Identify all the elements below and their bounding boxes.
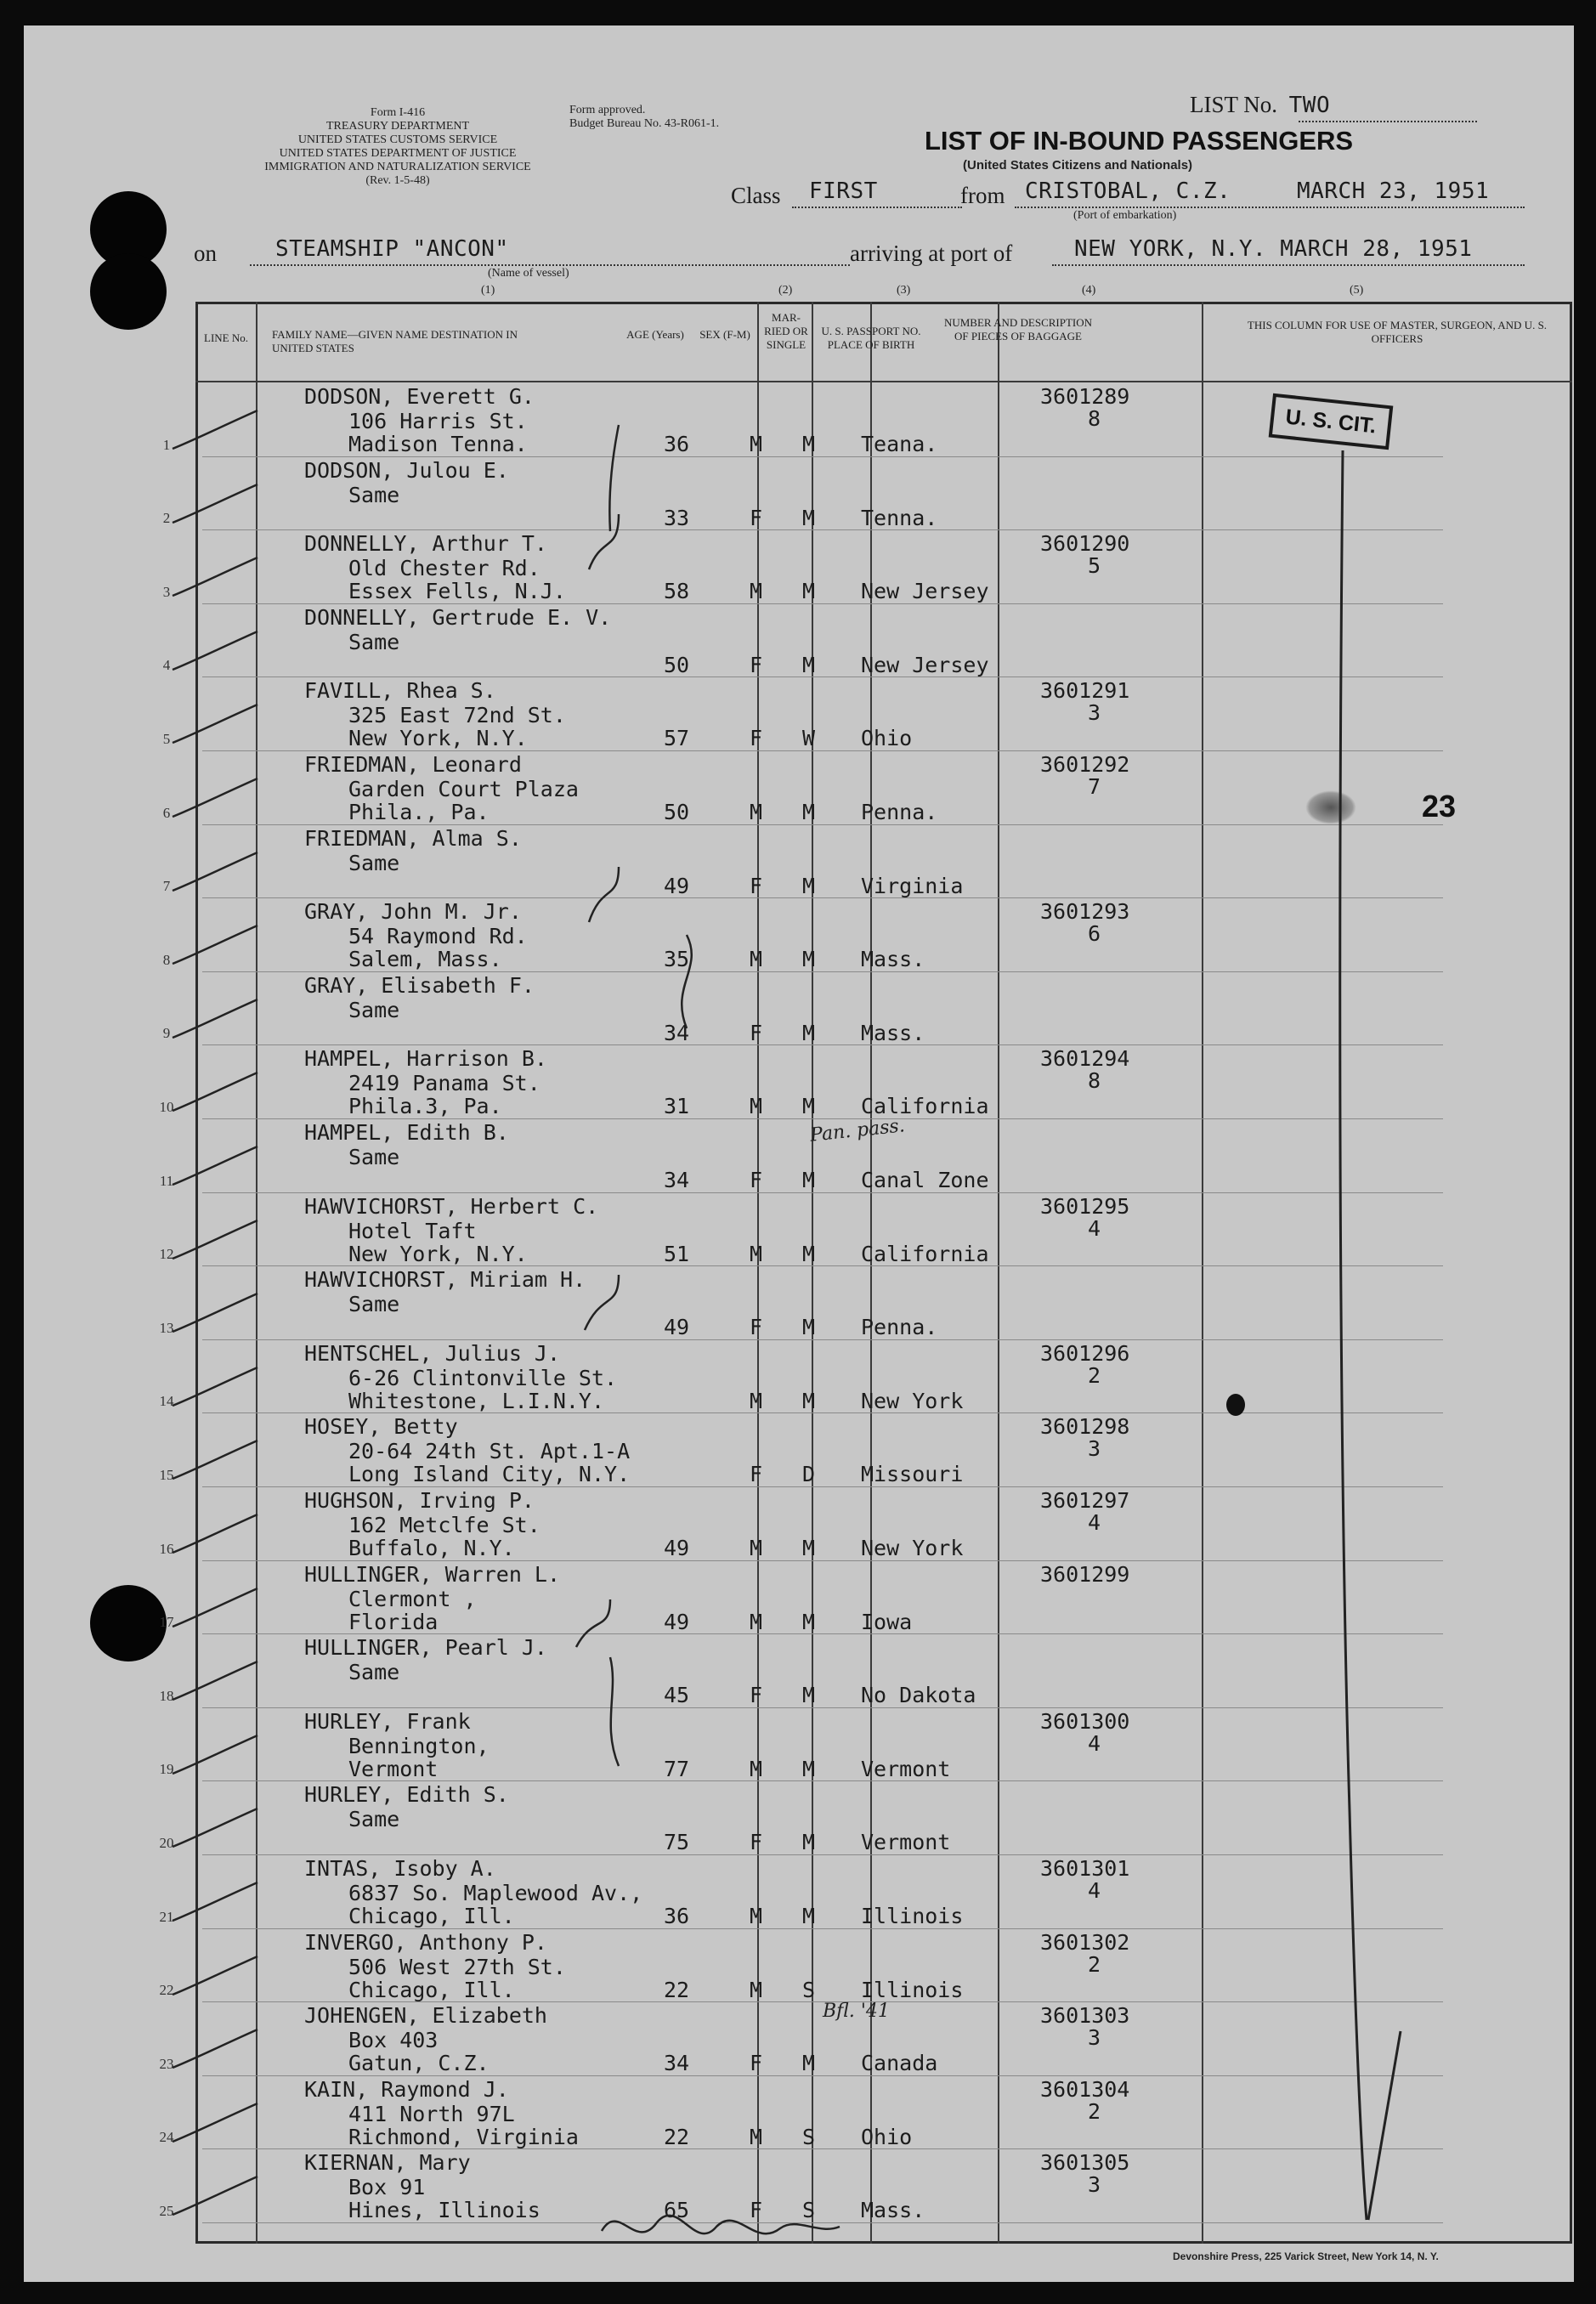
passenger-address-1: 162 Metclfe St. xyxy=(348,1513,540,1537)
line-number: 20 xyxy=(159,1834,174,1851)
passenger-marital-status: M xyxy=(802,1904,816,1928)
baggage-number: 3601300 xyxy=(1040,1708,1130,1734)
passenger-address-2: Buffalo, N.Y. xyxy=(348,1536,515,1560)
passenger-address-1: Same xyxy=(348,629,400,654)
handwritten-note-row-11: Pan. pass. xyxy=(808,1115,906,1146)
passenger-name: HOSEY, Betty xyxy=(304,1414,458,1440)
form-sheet xyxy=(24,25,1574,2282)
baggage-pieces: 8 xyxy=(1088,406,1101,431)
passenger-name: INTAS, Isoby A. xyxy=(304,1856,496,1881)
passenger-sex: F xyxy=(750,1462,763,1487)
passenger-address-2: Chicago, Ill. xyxy=(348,1904,515,1928)
line-number: 16 xyxy=(159,1540,174,1557)
line-number: 21 xyxy=(159,1908,174,1925)
baggage-pieces: 3 xyxy=(1088,700,1101,726)
passenger-address-1: Bennington, xyxy=(348,1733,490,1758)
passenger-sex: M xyxy=(750,800,763,824)
baggage-pieces: 3 xyxy=(1088,1436,1101,1462)
baggage-pieces: 3 xyxy=(1088,2172,1101,2198)
passenger-marital-status: M xyxy=(802,579,816,604)
passenger-marital-status: D xyxy=(802,1462,816,1487)
passenger-name: HAMPEL, Edith B. xyxy=(304,1120,509,1145)
passenger-marital-status: S xyxy=(802,2198,816,2223)
passenger-sex: M xyxy=(750,1094,763,1119)
passenger-name: DODSON, Everett G. xyxy=(304,384,535,409)
passenger-name: KIERNAN, Mary xyxy=(304,2150,471,2176)
passenger-birthplace: Penna. xyxy=(861,800,938,824)
passenger-name: FRIEDMAN, Alma S. xyxy=(304,825,522,851)
line-number: 19 xyxy=(159,1761,174,1778)
passenger-name: DONNELLY, Gertrude E. V. xyxy=(304,604,612,630)
list-no-label: LIST No. xyxy=(1190,92,1278,117)
passenger-age: 58 xyxy=(664,579,690,604)
passenger-sex: M xyxy=(750,1756,763,1781)
baggage-number: 3601302 xyxy=(1040,1929,1130,1955)
passenger-sex: M xyxy=(750,579,763,604)
baggage-number: 3601305 xyxy=(1040,2150,1130,2176)
col-header-line: LINE No. xyxy=(204,331,248,344)
baggage-pieces: 3 xyxy=(1088,2025,1101,2051)
passenger-address-1: Same xyxy=(348,1660,400,1685)
passenger-marital-status: M xyxy=(802,1683,816,1708)
baggage-number: 3601303 xyxy=(1040,2003,1130,2029)
passenger-marital-status: S xyxy=(802,1977,816,2002)
passenger-name: JOHENGEN, Elizabeth xyxy=(304,2003,547,2029)
passenger-age: 75 xyxy=(664,1830,690,1855)
passenger-name: HURLEY, Frank xyxy=(304,1708,471,1734)
col-num-5: (5) xyxy=(1350,284,1364,297)
passenger-address-2: Essex Fells, N.J. xyxy=(348,579,566,604)
baggage-pieces: 5 xyxy=(1088,553,1101,579)
passenger-name: HURLEY, Edith S. xyxy=(304,1782,509,1808)
arriving-label: arriving at port of xyxy=(850,241,1013,266)
passenger-birthplace: Iowa xyxy=(861,1609,913,1634)
passenger-birthplace: Ohio xyxy=(861,726,913,751)
baggage-number: 3601304 xyxy=(1040,2076,1130,2102)
passenger-marital-status: M xyxy=(802,1830,816,1855)
class-label: Class xyxy=(731,183,781,208)
passenger-name: INVERGO, Anthony P. xyxy=(304,1929,547,1955)
line-number: 23 xyxy=(159,2055,174,2072)
passenger-marital-status: M xyxy=(802,1094,816,1119)
line-number: 4 xyxy=(162,657,171,674)
passenger-address-1: 6-26 Clintonville St. xyxy=(348,1365,618,1390)
budget-bureau: Budget Bureau No. 43-R061-1. xyxy=(569,117,720,130)
revision-date: (Rev. 1-5-48) xyxy=(365,174,430,187)
passenger-birthplace: Canada xyxy=(861,2051,938,2076)
passenger-birthplace: Vermont xyxy=(861,1830,951,1855)
line-number: 1 xyxy=(162,436,171,453)
passenger-address-1: Box 91 xyxy=(348,2175,426,2200)
col-num-3: (3) xyxy=(897,284,911,297)
col-header-sex: SEX (F-M) xyxy=(699,328,750,341)
passenger-marital-status: M xyxy=(802,1315,816,1340)
passenger-name: HULLINGER, Pearl J. xyxy=(304,1635,547,1661)
treasury-department: TREASURY DEPARTMENT xyxy=(325,120,470,133)
passenger-name: HENTSCHEL, Julius J. xyxy=(304,1340,561,1366)
passenger-sex: F xyxy=(750,1683,763,1708)
line-number: 24 xyxy=(159,2129,174,2146)
passenger-age: 34 xyxy=(664,2051,690,2076)
passenger-address-2: Madison Tenna. xyxy=(348,432,528,456)
col-num-4: (4) xyxy=(1082,284,1096,297)
line-number: 9 xyxy=(162,1025,171,1042)
form-title: LIST OF IN-BOUND PASSENGERS xyxy=(925,126,1354,156)
passenger-birthplace: New Jersey xyxy=(861,652,989,677)
passenger-age: 33 xyxy=(664,505,690,530)
passenger-address-2: Gatun, C.Z. xyxy=(348,2051,490,2076)
line-number: 17 xyxy=(159,1614,174,1631)
passenger-marital-status: M xyxy=(802,1020,816,1045)
baggage-pieces: 2 xyxy=(1088,1362,1101,1388)
passenger-address-2: Chicago, Ill. xyxy=(348,1977,515,2002)
passenger-marital-status: M xyxy=(802,432,816,456)
passenger-marital-status: M xyxy=(802,947,816,972)
passenger-age: 50 xyxy=(664,800,690,824)
baggage-pieces: 2 xyxy=(1088,1951,1101,1977)
passenger-marital-status: M xyxy=(802,1756,816,1781)
passenger-birthplace: New Jersey xyxy=(861,579,989,604)
passenger-birthplace: Ohio xyxy=(861,2124,913,2149)
passenger-marital-status: M xyxy=(802,652,816,677)
passenger-birthplace: Teana. xyxy=(861,432,938,456)
passenger-sex: M xyxy=(750,1388,763,1413)
passenger-age: 34 xyxy=(664,1168,690,1192)
line-number: 22 xyxy=(159,1982,174,1999)
us-citizen-stamp: U. S. CIT. xyxy=(1269,393,1394,450)
arrival-port: NEW YORK, N.Y. MARCH 28, 1951 xyxy=(1074,236,1473,262)
passenger-sex: M xyxy=(750,432,763,456)
passenger-birthplace: Virginia xyxy=(861,873,964,898)
passenger-name: FRIEDMAN, Leonard xyxy=(304,752,522,777)
passenger-address-1: Box 403 xyxy=(348,2028,439,2053)
passenger-address-1: Same xyxy=(348,850,400,875)
passenger-age: 35 xyxy=(664,947,690,972)
passenger-marital-status: M xyxy=(802,800,816,824)
passenger-birthplace: New York xyxy=(861,1388,964,1413)
passenger-name: FAVILL, Rhea S. xyxy=(304,678,496,704)
line-number: 13 xyxy=(159,1319,174,1336)
passenger-age: 22 xyxy=(664,2124,690,2149)
baggage-number: 3601294 xyxy=(1040,1046,1130,1072)
passenger-address-2: Salem, Mass. xyxy=(348,947,502,972)
passenger-address-1: 54 Raymond Rd. xyxy=(348,924,528,949)
port-caption: (Port of embarkation) xyxy=(1073,209,1177,222)
passenger-age: 57 xyxy=(664,726,690,751)
form-subtitle: (United States Citizens and Nationals) xyxy=(963,158,1193,173)
passenger-marital-status: M xyxy=(802,873,816,898)
baggage-pieces: 4 xyxy=(1088,1730,1101,1756)
passenger-address-1: Clermont , xyxy=(348,1586,477,1611)
passenger-sex: M xyxy=(750,1977,763,2002)
baggage-number: 3601292 xyxy=(1040,752,1130,777)
passenger-name: DODSON, Julou E. xyxy=(304,457,509,483)
passenger-birthplace: No Dakota xyxy=(861,1683,976,1708)
passenger-address-1: Same xyxy=(348,482,400,507)
passenger-sex: F xyxy=(750,1315,763,1340)
line-number: 18 xyxy=(159,1687,174,1704)
passenger-sex: F xyxy=(750,726,763,751)
passenger-address-2: Richmond, Virginia xyxy=(348,2124,579,2149)
passenger-birthplace: Penna. xyxy=(861,1315,938,1340)
passenger-address-2: Phila.3, Pa. xyxy=(348,1094,502,1119)
passenger-sex: F xyxy=(750,505,763,530)
passenger-age: 36 xyxy=(664,432,690,456)
printer-imprint: Devonshire Press, 225 Varick Street, New York 14, N. Y. xyxy=(1173,2250,1439,2262)
passenger-address-1: Hotel Taft xyxy=(348,1218,477,1243)
baggage-number: 3601301 xyxy=(1040,1856,1130,1881)
passenger-name: HUGHSON, Irving P. xyxy=(304,1488,535,1513)
passenger-age: 77 xyxy=(664,1756,690,1781)
passenger-birthplace: California xyxy=(861,1094,989,1119)
passenger-marital-status: M xyxy=(802,505,816,530)
line-number: 14 xyxy=(159,1393,174,1410)
departure-date: MARCH 23, 1951 xyxy=(1297,178,1490,204)
pen-marks xyxy=(24,25,1574,2282)
passenger-marital-status: M xyxy=(802,2051,816,2076)
line-number: 25 xyxy=(159,2202,174,2219)
passenger-marital-status: W xyxy=(802,726,816,751)
baggage-pieces: 4 xyxy=(1088,1215,1101,1241)
from-label: from xyxy=(960,183,1005,208)
line-number: 2 xyxy=(162,510,171,527)
passenger-address-1: 411 North 97L xyxy=(348,2101,515,2126)
baggage-number: 3601298 xyxy=(1040,1414,1130,1440)
immigration-service: IMMIGRATION AND NATURALIZATION SERVICE xyxy=(264,161,531,173)
from-value: CRISTOBAL, C.Z. xyxy=(1025,178,1231,204)
passenger-address-1: 506 West 27th St. xyxy=(348,1954,566,1979)
passenger-birthplace: Mass. xyxy=(861,1020,925,1045)
passenger-sex: F xyxy=(750,873,763,898)
passenger-sex: F xyxy=(750,652,763,677)
line-number: 3 xyxy=(162,583,171,600)
passenger-birthplace: Canal Zone xyxy=(861,1168,989,1192)
baggage-pieces: 6 xyxy=(1088,921,1101,947)
passenger-sex: M xyxy=(750,1904,763,1928)
passenger-name: HAMPEL, Harrison B. xyxy=(304,1046,547,1072)
passenger-sex: M xyxy=(750,1609,763,1634)
passenger-marital-status: M xyxy=(802,1609,816,1634)
passenger-age: 34 xyxy=(664,1020,690,1045)
passenger-sex: F xyxy=(750,2198,763,2223)
col-header-name: FAMILY NAME—GIVEN NAME DESTINATION IN UNITED STATES xyxy=(272,328,518,354)
baggage-pieces: 4 xyxy=(1088,1878,1101,1903)
col-header-passport: U. S. PASSPORT NO. PLACE OF BIRTH xyxy=(821,325,921,351)
passenger-address-2: Whitestone, L.I.N.Y. xyxy=(348,1388,605,1413)
passenger-age: 49 xyxy=(664,1536,690,1560)
handwritten-note-row-23: Bfl. '41 xyxy=(823,2001,890,2022)
passenger-address-2: Hines, Illinois xyxy=(348,2198,540,2223)
passenger-birthplace: Illinois xyxy=(861,1977,964,2002)
passenger-birthplace: Tenna. xyxy=(861,505,938,530)
baggage-number: 3601293 xyxy=(1040,899,1130,925)
baggage-number: 3601299 xyxy=(1040,1561,1130,1587)
passenger-address-2: Phila., Pa. xyxy=(348,800,490,824)
passenger-age: 50 xyxy=(664,652,690,677)
passenger-name: GRAY, Elisabeth F. xyxy=(304,972,535,998)
baggage-pieces: 4 xyxy=(1088,1510,1101,1535)
passenger-name: HAWVICHORST, Herbert C. xyxy=(304,1193,599,1219)
passenger-address-2: New York, N.Y. xyxy=(348,726,528,751)
passenger-sex: M xyxy=(750,2124,763,2149)
line-number: 6 xyxy=(162,804,171,821)
line-number: 11 xyxy=(159,1172,174,1189)
line-number: 8 xyxy=(162,951,171,968)
passenger-name: KAIN, Raymond J. xyxy=(304,2076,509,2102)
line-number: 10 xyxy=(159,1098,174,1115)
baggage-number: 3601295 xyxy=(1040,1193,1130,1219)
passenger-sex: F xyxy=(750,1020,763,1045)
passenger-birthplace: Missouri xyxy=(861,1462,964,1487)
passenger-age: 31 xyxy=(664,1094,690,1119)
passenger-name: HULLINGER, Warren L. xyxy=(304,1561,561,1587)
line-number: 5 xyxy=(162,730,171,747)
passenger-address-2: Florida xyxy=(348,1609,439,1634)
passenger-address-1: Old Chester Rd. xyxy=(348,556,540,581)
passenger-birthplace: California xyxy=(861,1241,989,1266)
passenger-marital-status: M xyxy=(802,1536,816,1560)
passenger-address-1: Garden Court Plaza xyxy=(348,777,579,801)
passenger-name: DONNELLY, Arthur T. xyxy=(304,531,547,557)
passenger-address-2: Long Island City, N.Y. xyxy=(348,1462,631,1487)
passenger-age: 22 xyxy=(664,1977,690,2002)
passenger-age: 49 xyxy=(664,873,690,898)
passenger-birthplace: Mass. xyxy=(861,947,925,972)
col-header-officers: THIS COLUMN FOR USE OF MASTER, SURGEON, AND U. S. OFFICERS xyxy=(1247,319,1548,345)
passenger-address-1: 20-64 24th St. Apt.1-A xyxy=(348,1439,631,1464)
passenger-sex: M xyxy=(750,1536,763,1560)
col-header-married: MAR- RIED OR SINGLE xyxy=(764,311,808,351)
line-number: 7 xyxy=(162,878,171,895)
passenger-address-1: Same xyxy=(348,997,400,1022)
passenger-age: 65 xyxy=(664,2198,690,2223)
passenger-birthplace: Vermont xyxy=(861,1756,951,1781)
on-label: on xyxy=(194,241,217,266)
passenger-sex: M xyxy=(750,1241,763,1266)
passenger-address-1: 106 Harris St. xyxy=(348,409,528,433)
passenger-marital-status: M xyxy=(802,1241,816,1266)
baggage-number: 3601290 xyxy=(1040,531,1130,557)
passenger-sex: F xyxy=(750,1168,763,1192)
form-approved: Form approved. xyxy=(569,104,646,116)
passenger-address-1: 2419 Panama St. xyxy=(348,1071,540,1096)
passenger-address-2: New York, N.Y. xyxy=(348,1241,528,1266)
col-num-1: (1) xyxy=(481,284,495,297)
passenger-address-1: Same xyxy=(348,1807,400,1832)
passenger-name: GRAY, John M. Jr. xyxy=(304,899,522,925)
baggage-pieces: 7 xyxy=(1088,774,1101,799)
baggage-pieces: 8 xyxy=(1088,1068,1101,1094)
passenger-address-1: 325 East 72nd St. xyxy=(348,703,566,728)
passenger-age: 49 xyxy=(664,1609,690,1634)
col-header-baggage: NUMBER AND DESCRIPTION OF PIECES OF BAGGAGE xyxy=(943,316,1093,342)
passenger-address-1: Same xyxy=(348,1145,400,1169)
passenger-age: 49 xyxy=(664,1315,690,1340)
margin-number: 23 xyxy=(1422,789,1457,824)
passenger-birthplace: Mass. xyxy=(861,2198,925,2223)
passenger-name: HAWVICHORST, Miriam H. xyxy=(304,1267,586,1293)
customs-service: UNITED STATES CUSTOMS SERVICE xyxy=(297,133,498,146)
baggage-pieces: 2 xyxy=(1088,2098,1101,2124)
justice-department: UNITED STATES DEPARTMENT OF JUSTICE xyxy=(279,147,517,160)
passenger-sex: M xyxy=(750,947,763,972)
passenger-age: 51 xyxy=(664,1241,690,1266)
passenger-marital-status: M xyxy=(802,1388,816,1413)
vessel-name: STEAMSHIP "ANCON" xyxy=(275,236,509,262)
list-no-value: TWO xyxy=(1288,93,1331,118)
passenger-address-1: Same xyxy=(348,1292,400,1317)
passenger-birthplace: Illinois xyxy=(861,1904,964,1928)
col-num-2: (2) xyxy=(778,284,793,297)
col-header-age: AGE (Years) xyxy=(626,328,684,341)
class-value: FIRST xyxy=(809,178,878,204)
passenger-marital-status: S xyxy=(802,2124,816,2149)
passenger-address-2: Vermont xyxy=(348,1756,439,1781)
vessel-caption: (Name of vessel) xyxy=(488,267,569,280)
passenger-marital-status: M xyxy=(802,1168,816,1192)
passenger-age: 45 xyxy=(664,1683,690,1708)
form-number: Form I-416 xyxy=(370,106,426,119)
baggage-number: 3601291 xyxy=(1040,678,1130,704)
line-number: 12 xyxy=(159,1246,174,1263)
baggage-number: 3601297 xyxy=(1040,1488,1130,1513)
passenger-sex: F xyxy=(750,2051,763,2076)
baggage-number: 3601289 xyxy=(1040,384,1130,409)
passenger-sex: F xyxy=(750,1830,763,1855)
passenger-address-1: 6837 So. Maplewood Av., xyxy=(348,1881,643,1905)
line-number: 15 xyxy=(159,1466,174,1483)
baggage-number: 3601296 xyxy=(1040,1340,1130,1366)
passenger-age: 36 xyxy=(664,1904,690,1928)
passenger-birthplace: New York xyxy=(861,1536,964,1560)
